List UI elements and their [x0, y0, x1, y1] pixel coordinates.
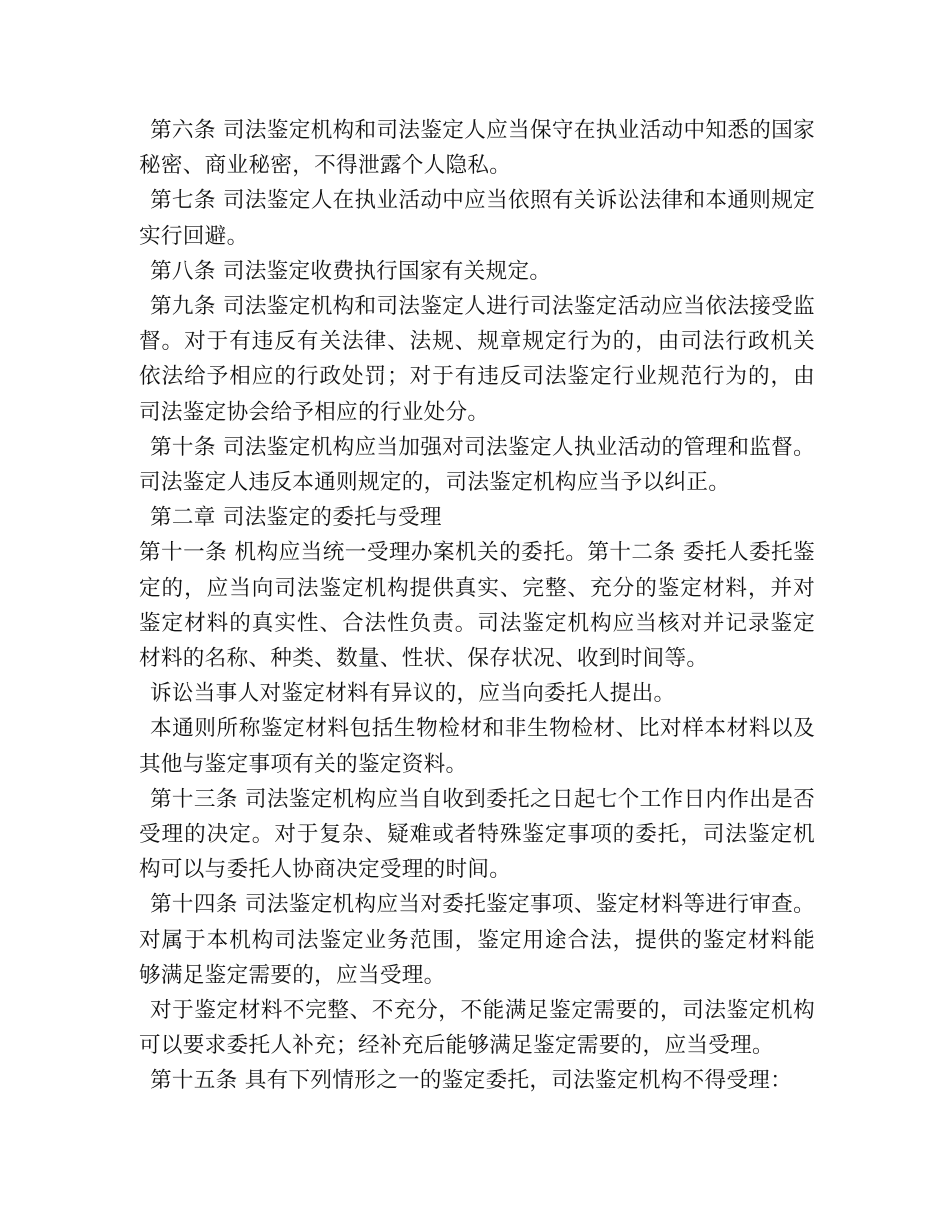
supplement-paragraph: 对于鉴定材料不完整、不充分，不能满足鉴定需要的，司法鉴定机构可以要求委托人补充；经补充后能够满足鉴定需要的，应当受理。 — [139, 998, 815, 1059]
article-6-paragraph: 第六条 司法鉴定机构和司法鉴定人应当保守在执业活动中知悉的国家秘密、商业秘密，不得泄露个人隐私。 — [139, 118, 815, 179]
document-body — [139, 113, 815, 1099]
article-7-paragraph: 第七条 司法鉴定人在执业活动中应当依照有关诉讼法律和本通则规定实行回避。 — [139, 188, 815, 249]
article-10-paragraph: 第十条 司法鉴定机构应当加强对司法鉴定人执业活动的管理和监督。司法鉴定人违反本通则规定的，司法鉴定机构应当予以纠正。 — [139, 434, 815, 496]
article-15-paragraph: 第十五条 具有下列情形之一的鉴定委托，司法鉴定机构不得受理： — [150, 1068, 793, 1094]
article-13-paragraph: 第十三条 司法鉴定机构应当自收到委托之日起七个工作日内作出是否受理的决定。对于复杂、疑难或者特殊鉴定事项的委托，司法鉴定机构可以与委托人协商决定受理的时间。 — [139, 786, 815, 883]
chapter-2-heading: 第二章 司法鉴定的委托与受理 — [150, 505, 442, 531]
objection-paragraph: 诉讼当事人对鉴定材料有异议的，应当向委托人提出。 — [150, 681, 676, 707]
materials-definition-paragraph: 本通则所称鉴定材料包括生物检材和非生物检材、比对样本材料以及其他与鉴定事项有关的鉴定资料。 — [139, 716, 815, 777]
article-14-paragraph: 第十四条 司法鉴定机构应当对委托鉴定事项、鉴定材料等进行审查。对属于本机构司法鉴定业务范围，鉴定用途合法，提供的鉴定材料能够满足鉴定需要的，应当受理。 — [139, 892, 815, 988]
article-8-paragraph: 第八条 司法鉴定收费执行国家有关规定。 — [150, 258, 552, 284]
article-11-12-paragraph: 第十一条 机构应当统一受理办案机关的委托。第十二条 委托人委托鉴定的，应当向司法鉴定机构提供真实、完整、充分的鉴定材料，并对鉴定材料的真实性、合法性负责。司法鉴定机构应当核对并记录鉴定材料的名称、种类、数量、性状、保存状况、收到时间等。 — [139, 540, 815, 672]
article-9-paragraph: 第九条 司法鉴定机构和司法鉴定人进行司法鉴定活动应当依法接受监督。对于有违反有关法律、法规、规章规定行为的，由司法行政机关依法给予相应的行政处罚；对于有违反司法鉴定行业规范行为的，由司法鉴定协会给予相应的行业处分。 — [139, 294, 815, 425]
